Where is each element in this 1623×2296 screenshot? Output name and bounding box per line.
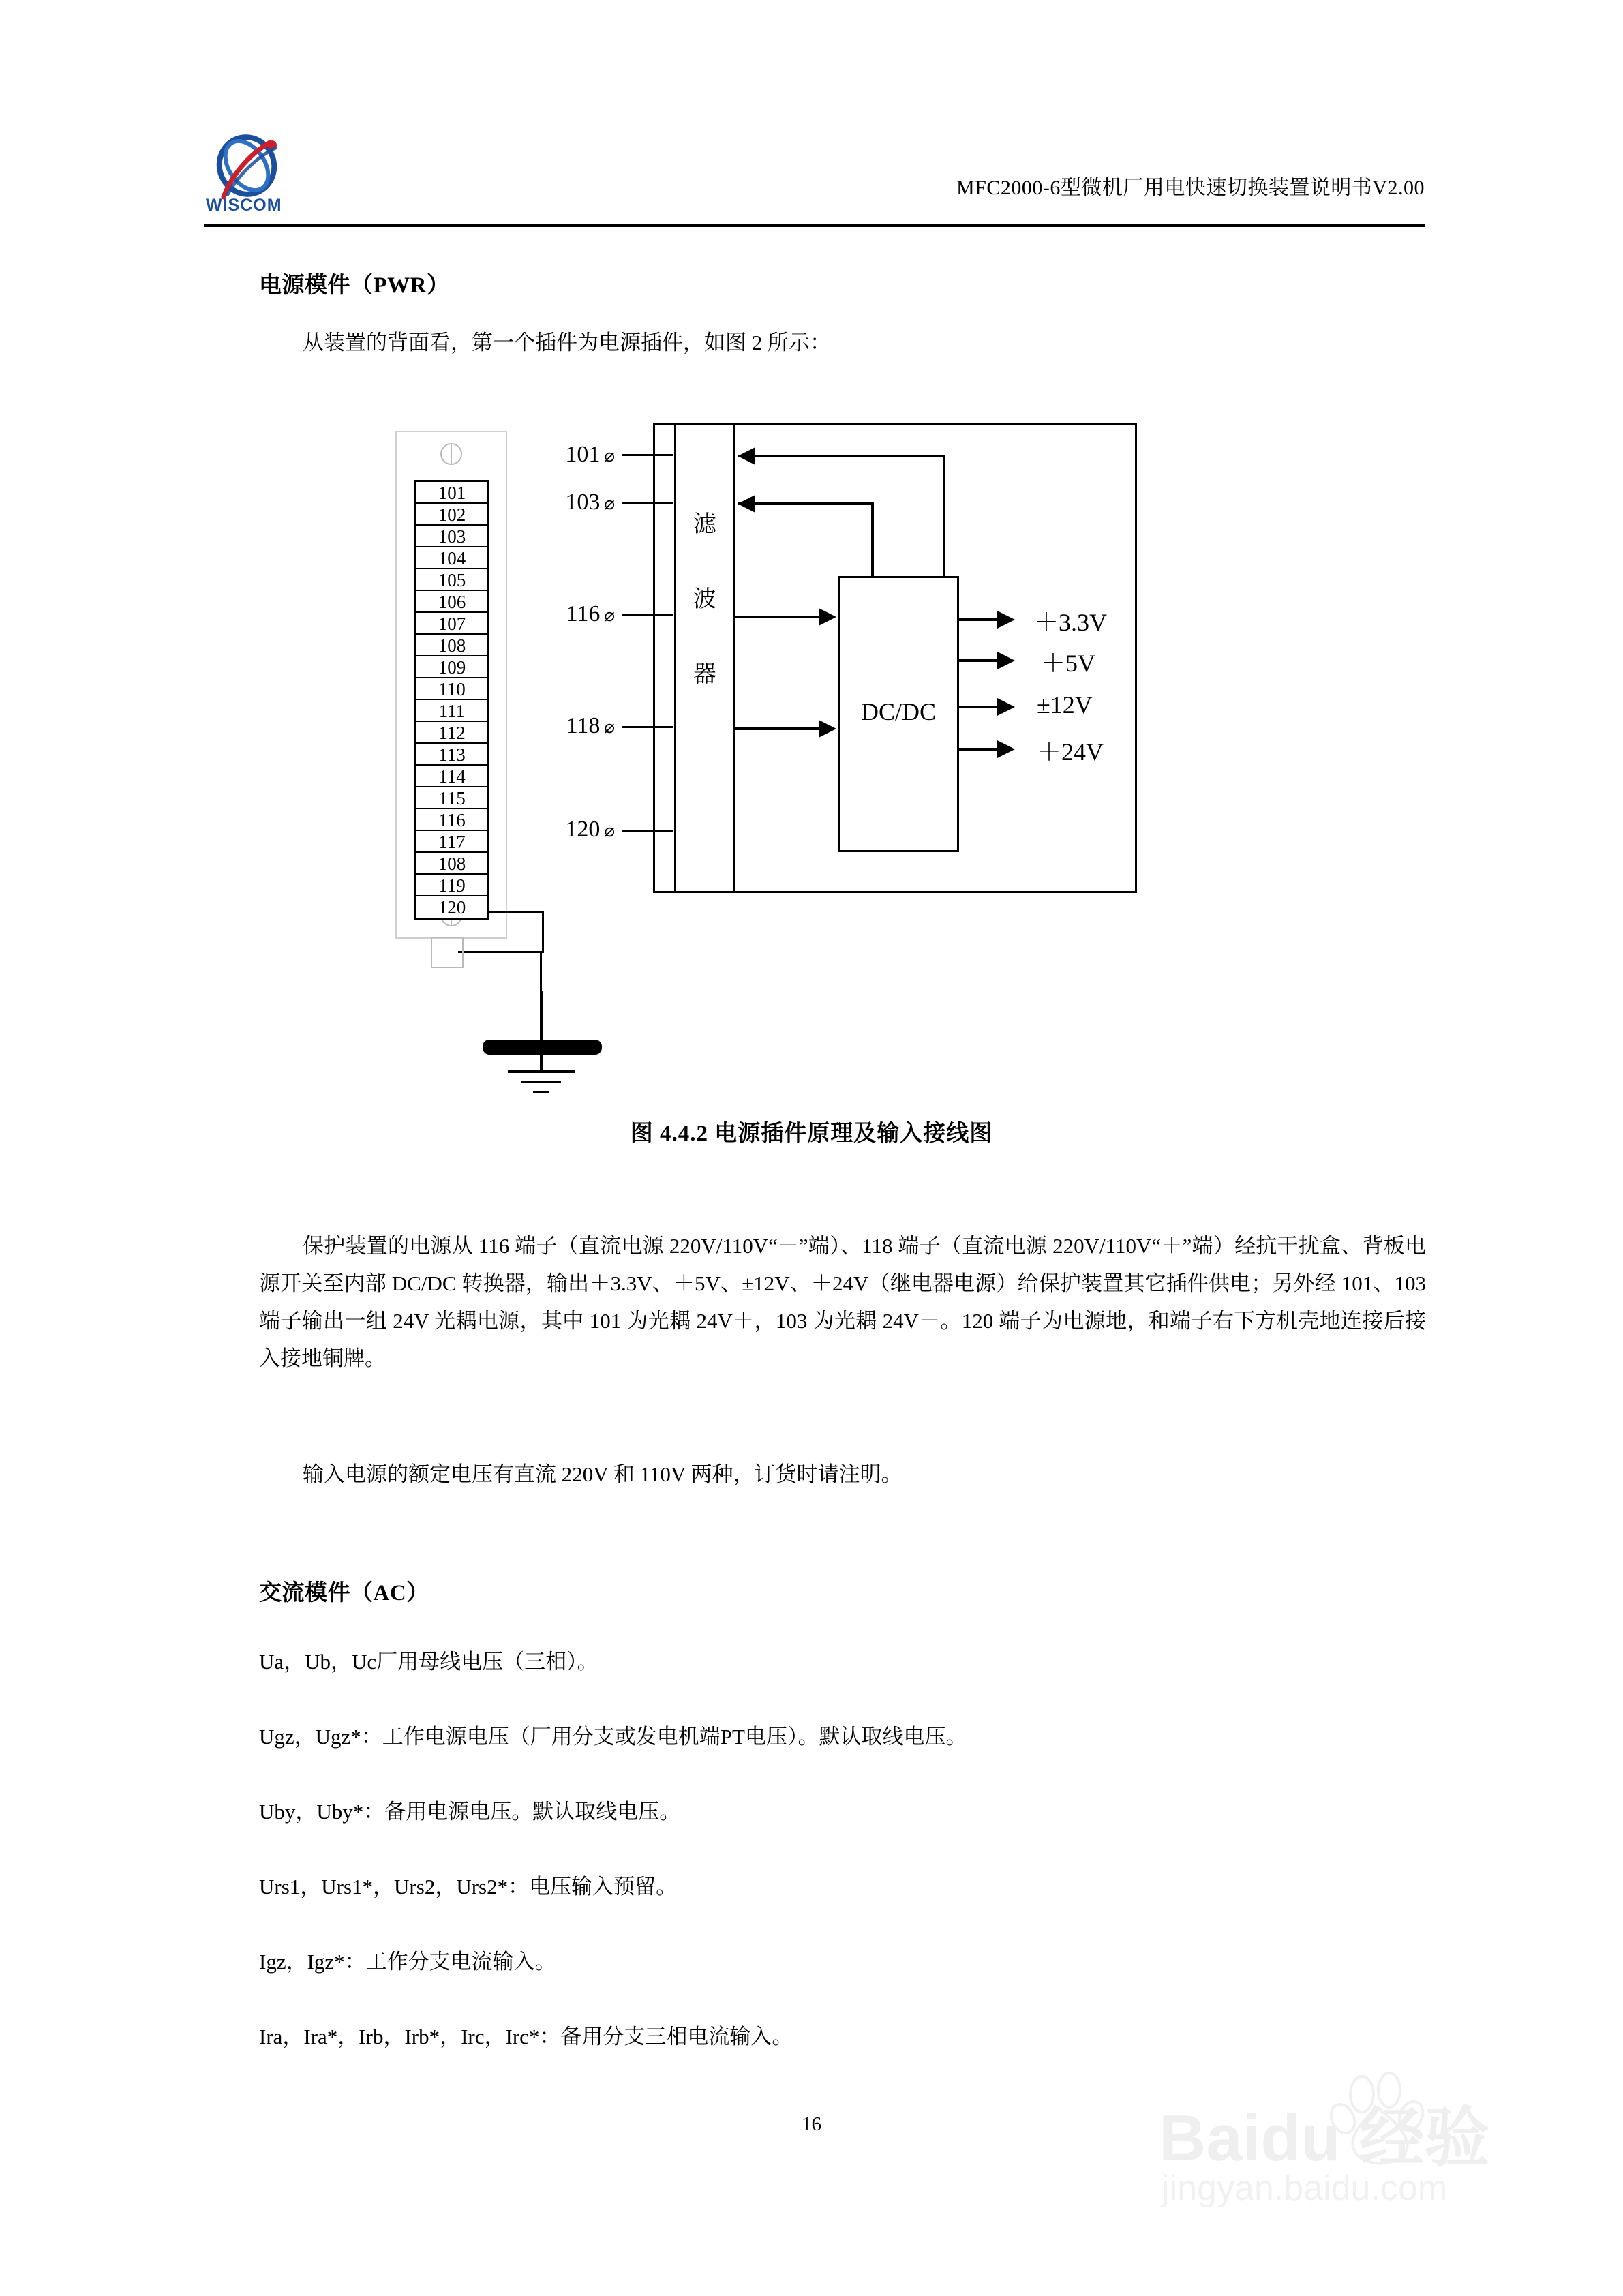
lead-wire-116 bbox=[622, 614, 673, 616]
wire-103-v bbox=[871, 502, 874, 578]
wire-out-4 bbox=[959, 748, 999, 751]
earth-line-1 bbox=[508, 1070, 575, 1073]
terminal-row: 110 bbox=[416, 678, 487, 700]
lead-wire-103 bbox=[622, 502, 673, 504]
arrow-116 bbox=[819, 608, 836, 626]
pwr-intro-paragraph: 从装置的背面看，第一个插件为电源插件，如图 2 所示： bbox=[303, 331, 831, 354]
arrow-out-1 bbox=[997, 611, 1015, 629]
section-heading-pwr: 电源模件（PWR） bbox=[259, 273, 450, 298]
terminal-label-116-text: 116 bbox=[566, 601, 601, 626]
arrow-out-4 bbox=[997, 740, 1015, 758]
filter-label-char-3: 器 bbox=[693, 662, 716, 687]
terminal-label-120-text: 120 bbox=[565, 817, 601, 842]
lead-wire-118 bbox=[622, 726, 673, 728]
terminal-label-116 bbox=[526, 601, 615, 627]
body-paragraph-2: 输入电源的额定电压有直流 220V 和 110V 两种，订货时请注明。 bbox=[303, 1462, 902, 1486]
schematic-outer-box bbox=[653, 423, 1137, 893]
wiscom-logo-wordmark: WISCOM bbox=[206, 196, 282, 215]
terminal-list bbox=[414, 480, 489, 920]
cable-ring-icon bbox=[431, 937, 464, 968]
terminal-row: 105 bbox=[416, 569, 487, 591]
terminal-row: 111 bbox=[416, 700, 487, 722]
ground-wire-v2 bbox=[540, 951, 542, 993]
output-label-3: ±12V bbox=[1037, 691, 1093, 719]
filter-label-char-1: 滤 bbox=[693, 512, 716, 537]
wire-out-3 bbox=[959, 706, 999, 708]
ground-wire-h1 bbox=[489, 911, 544, 913]
terminal-label-118-text: 118 bbox=[566, 713, 601, 738]
wire-101-h bbox=[738, 455, 945, 457]
terminal-label-101 bbox=[526, 442, 615, 468]
lead-wire-101 bbox=[622, 454, 673, 456]
terminal-row: 103 bbox=[416, 526, 487, 547]
terminal-row: 102 bbox=[416, 504, 487, 526]
terminal-row: 113 bbox=[416, 744, 487, 766]
terminal-row: 101 bbox=[416, 482, 487, 504]
terminal-port-icon-101: ⌀ bbox=[604, 446, 615, 466]
ac-item-5: Ira，Ira*，Irb，Irb*，Irc，Irc*：备用分支三相电流输入。 bbox=[259, 2025, 793, 2049]
terminal-port-icon-103: ⌀ bbox=[604, 494, 615, 513]
terminal-label-101-text: 101 bbox=[565, 442, 601, 467]
page-number: 16 bbox=[802, 2113, 821, 2135]
terminal-label-103 bbox=[526, 489, 615, 515]
wire-103-h bbox=[738, 502, 874, 505]
section-heading-ac: 交流模件（AC） bbox=[259, 1581, 429, 1605]
header-divider bbox=[204, 224, 1425, 227]
arrow-out-3 bbox=[997, 698, 1015, 716]
terminal-row: 108 bbox=[416, 635, 487, 656]
terminal-row: 108 bbox=[416, 853, 487, 875]
dcdc-label: DC/DC bbox=[860, 698, 937, 725]
output-label-4: ＋24V bbox=[1037, 738, 1104, 766]
terminal-label-103-text: 103 bbox=[565, 489, 601, 515]
wire-out-2 bbox=[959, 659, 999, 662]
terminal-port-icon-120: ⌀ bbox=[604, 821, 615, 841]
wiscom-logo bbox=[204, 133, 300, 218]
earth-drop-wire bbox=[540, 991, 543, 1043]
wire-116-in bbox=[735, 616, 820, 618]
lead-wire-120 bbox=[622, 830, 673, 832]
arrow-103 bbox=[738, 495, 755, 513]
terminal-row: 109 bbox=[416, 656, 487, 678]
copper-earth-bar bbox=[483, 1040, 602, 1055]
ac-item-4: Igz，Igz*：工作分支电流输入。 bbox=[259, 1950, 556, 1974]
figure-caption: 图 4.4.2 电源插件原理及输入接线图 bbox=[630, 1121, 993, 1146]
ground-wire-h2 bbox=[458, 951, 544, 953]
ac-item-2: Uby，Uby*：备用电源电压。默认取线电压。 bbox=[259, 1800, 681, 1824]
arrow-out-2 bbox=[997, 652, 1015, 669]
terminal-row: 115 bbox=[416, 787, 487, 809]
header-title: MFC2000-6型微机厂用电快速切换装置说明书V2.00 bbox=[956, 177, 1425, 199]
terminal-row: 107 bbox=[416, 613, 487, 635]
body-paragraph-1: 保护装置的电源从 116 端子（直流电源 220V/110V“－”端）、118 端子（直流电源 220V/110V“＋”端）经抗干扰盒、背板电源开关至内部 DC/DC 转换器，输出＋3.3V、＋5V、±12V、＋24V（继电器电源）给保护装置其它插件供电；另外经 101、103 端子输出一组 24V 光耦电源，其中 101 为光耦 24V＋，103 为光耦 24V－。120 端子为电源地，和端子右下方机壳地连接后接入接地铜牌。 bbox=[259, 1234, 1426, 1370]
terminal-row: 106 bbox=[416, 591, 487, 613]
terminal-port-icon-116: ⌀ bbox=[604, 605, 615, 625]
terminal-row: 104 bbox=[416, 547, 487, 569]
baidu-watermark bbox=[1159, 2066, 1581, 2222]
page-header bbox=[204, 133, 1425, 218]
earth-line-3 bbox=[533, 1091, 549, 1093]
terminal-row: 120 bbox=[438, 897, 466, 918]
filter-label-char-2: 波 bbox=[693, 587, 716, 612]
screw-icon-top bbox=[439, 442, 464, 466]
wire-101-v bbox=[943, 455, 945, 578]
wire-118-in bbox=[735, 727, 820, 730]
terminal-row: 119 bbox=[416, 875, 487, 896]
output-label-2: ＋5V bbox=[1041, 650, 1095, 677]
terminal-label-120 bbox=[526, 817, 615, 843]
terminal-row: 114 bbox=[416, 766, 487, 787]
ac-item-3: Urs1，Urs1*，Urs2，Urs2*：电压输入预留。 bbox=[259, 1875, 678, 1899]
arrow-101 bbox=[738, 447, 755, 465]
ac-item-1: Ugz，Ugz*：工作电源电压（厂用分支或发电机端PT电压）。默认取线电压。 bbox=[259, 1725, 967, 1749]
power-module-figure bbox=[382, 423, 1295, 1084]
watermark-main-text: Baidu 经验 bbox=[1159, 2102, 1490, 2175]
terminal-port-icon-118: ⌀ bbox=[604, 717, 615, 737]
ground-wire-v1 bbox=[542, 911, 544, 953]
arrow-118 bbox=[819, 720, 836, 738]
output-label-1: ＋3.3V bbox=[1034, 609, 1107, 636]
terminal-row: 112 bbox=[416, 722, 487, 744]
earth-line-2 bbox=[521, 1081, 561, 1083]
wire-out-1 bbox=[959, 618, 999, 621]
terminal-row: 117 bbox=[416, 831, 487, 853]
terminal-row: 116 bbox=[416, 809, 487, 831]
dcdc-converter-block bbox=[838, 576, 959, 852]
terminal-label-118 bbox=[526, 713, 615, 739]
watermark-sub-text: jingyan.baidu.com bbox=[1162, 2169, 1448, 2208]
ac-item-0: Ua，Ub，Uc厂用母线电压（三相）。 bbox=[259, 1650, 598, 1674]
